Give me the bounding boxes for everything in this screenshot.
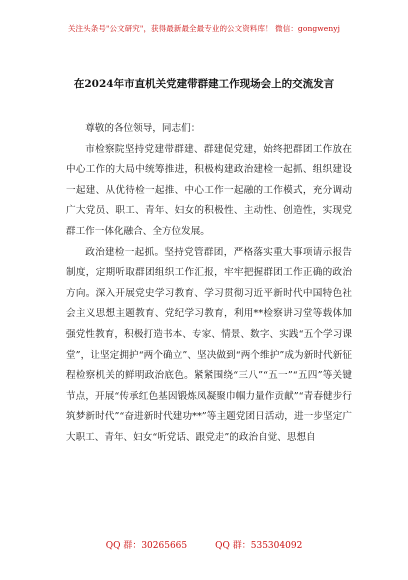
greeting-paragraph: 尊敬的各位领导，同志们： [85, 123, 201, 134]
document-title: 在2024年市直机关党建带群建工作现场会上的交流发言 [73, 78, 335, 90]
promo-banner: 关注头条号"公文研究"，获得最新最全最专业的公文资料库！ 微信：gongwenyj [67, 24, 341, 33]
qq-group-2: QQ 群：535304092 [215, 541, 303, 551]
body-paragraph: 政治建检一起抓。坚持党管群团，严格落实重大事项请示报告制度，定期听取群团组织工作汇报，牢牢把握群团工作正确的政治方向。深入开展党史学习教育、学习贯彻习近平新时代中国特色社会主义思想主题教育、党纪学习教育，利用**检察讲习堂等载体加强党性教育，积极打造书本、专家、情景、数字、实践“五个学习课堂”，让坚定拥护“两个确立”、坚决做到“两个维护”成为新时代新征程检察机关的鲜明政治底色。紧紧围绕“三八”“五一”“五四”等关键节点，开展“传承红色基因锻炼凤凝聚巾帼力量作贡献”“青春健步行筑梦新时代”“奋进新时代建功**”等主题党团日活动，进一步坚定广大职工、青年、妇女“听党话、跟党走”的政治自觉、思想自 [66, 246, 352, 443]
footer-contacts [0, 538, 408, 551]
qq-group-1: QQ 群：30265665 [105, 541, 188, 551]
document-body [66, 119, 352, 449]
body-paragraph: 市检察院坚持党建带群建、群建促党建，始终把群团工作放在中心工作的大局中统筹推进，积极构建政治建检一起抓、组织建设一起建、从优待检一起推、中心工作一起融的工作模式，充分调动广大党员、职工、青年、妇女的积极性、主动性、创造性，实现党群工作一体化融合、全方位发展。 [66, 143, 352, 237]
